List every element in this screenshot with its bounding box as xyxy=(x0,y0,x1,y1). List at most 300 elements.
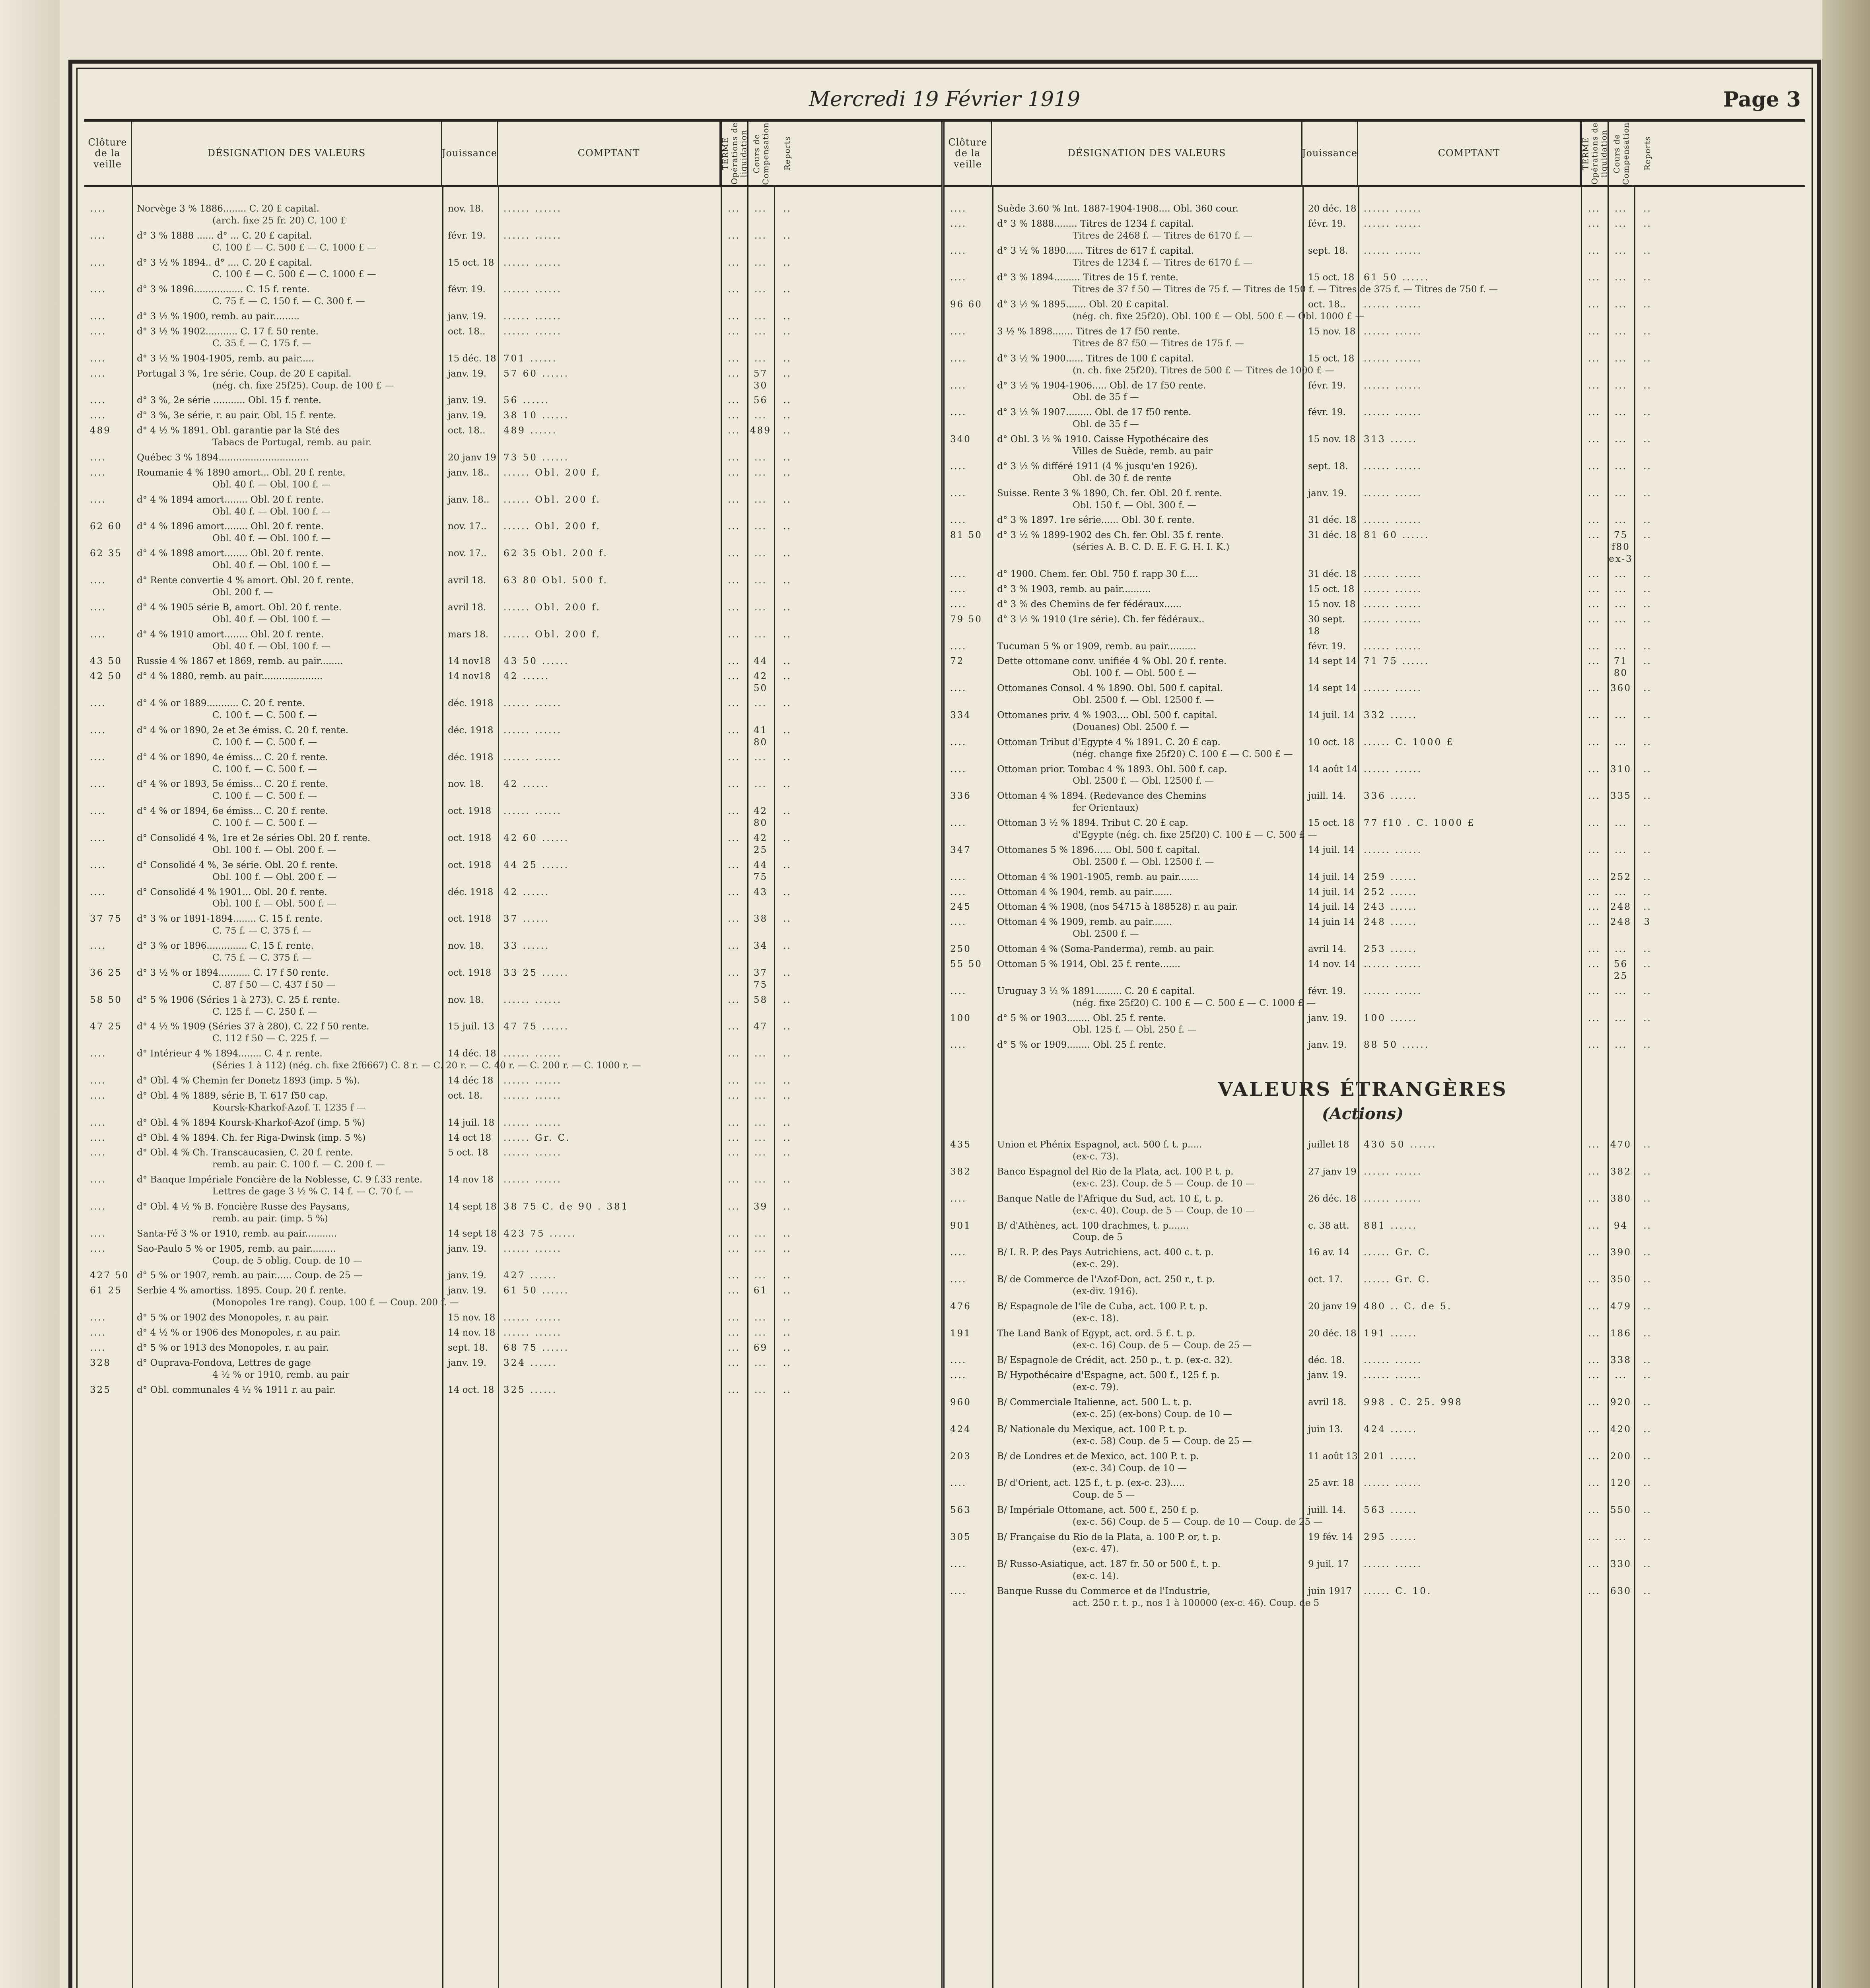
cours-value: 94 xyxy=(1613,1220,1628,1231)
terme-value: ... xyxy=(1588,872,1600,882)
terme-value: ... xyxy=(1588,407,1600,418)
table-row xyxy=(945,218,1805,242)
terme-value: ... xyxy=(1588,488,1600,499)
designation-detail: C. 125 f. — C. 250 f. — xyxy=(212,1006,317,1017)
col-jouissance: Jouissance xyxy=(1302,122,1358,185)
reports-value: .. xyxy=(783,1132,791,1143)
cours-value: ... xyxy=(754,521,767,532)
left-table-body xyxy=(84,187,941,1988)
cloture-value: .... xyxy=(950,407,967,418)
cloture-value: 476 xyxy=(950,1301,971,1312)
table-row xyxy=(84,779,941,802)
designation: d° 3 ½ % 1900, remb. au pair......... xyxy=(137,311,300,322)
cours-value: ... xyxy=(1615,1040,1627,1050)
terme-value: ... xyxy=(1588,818,1600,829)
reports-value: .. xyxy=(783,410,791,421)
table-row xyxy=(84,467,941,491)
cloture-value: 334 xyxy=(950,710,971,720)
table-row xyxy=(945,614,1805,638)
reports-value: .. xyxy=(1643,599,1652,610)
jouissance-value: 16 av. 14 xyxy=(1308,1247,1350,1258)
comptant-value: 68 75 ...... xyxy=(503,1342,570,1353)
designation: Ottoman 4 % 1909, remb. au pair....... Obl. 2500 f. — xyxy=(992,916,1302,940)
reports-value: .. xyxy=(1643,1328,1652,1339)
comptant-value: 324 ...... xyxy=(503,1357,558,1368)
designation: d° Rente convertie 4 % amort. Obl. 20 f. rente. Obl. 200 f. — xyxy=(132,575,442,599)
designation: B/ Espagnole de l'île de Cuba, act. 100 P. t. p. (ex-c. 18). xyxy=(992,1301,1302,1325)
reports-value: .. xyxy=(783,833,791,843)
designation-detail: Obl. 2500 f. — xyxy=(1073,929,1139,940)
jouissance-value: 15 nov. 18 xyxy=(1308,599,1356,610)
designation-detail: remb. au pair. C. 100 f. — C. 200 f. — xyxy=(212,1159,385,1170)
terme-value: ... xyxy=(1588,1220,1600,1231)
designation-detail: (Douanes) Obl. 2500 f. — xyxy=(1073,722,1190,732)
reports-value: .. xyxy=(783,311,791,322)
reports-value: .. xyxy=(1643,1167,1652,1177)
terme-value: ... xyxy=(728,326,740,337)
cloture-value: 305 xyxy=(950,1532,971,1543)
terme-value: ... xyxy=(1588,641,1600,652)
table-row xyxy=(84,326,941,350)
jouissance-value: janv. 19. xyxy=(448,368,487,379)
reports-value: .. xyxy=(1643,1140,1652,1150)
designation: Norvège 3 % 1886........ C. 20 £ capital. (arch. fixe 25 fr. 20) C. 100 £ xyxy=(132,203,442,227)
jouissance-value: déc. 1918 xyxy=(448,887,494,897)
comptant-value: 47 75 ...... xyxy=(503,1021,570,1032)
jouissance-value: oct. 1918 xyxy=(448,860,492,870)
comptant-value: ...... ...... xyxy=(1364,614,1423,625)
designation: d° 4 % or 1894, 6e émiss... C. 20 f. rente. C. 100 f. — C. 500 f. — xyxy=(132,806,442,829)
cours-value: ... xyxy=(754,575,767,586)
cloture-value: .... xyxy=(90,257,107,268)
reports-value: .. xyxy=(1643,204,1652,214)
comptant-value: ...... ...... xyxy=(503,1147,562,1158)
table-row xyxy=(84,1132,941,1144)
designation: d° 5 % or 1909........ Obl. 25 f. rente. xyxy=(997,1040,1166,1050)
designation: Serbie 4 % amortiss. 1895. Coup. 20 f. rente. (Monopoles 1re rang). Coup. 100 f. — Coup. 200 f. — xyxy=(132,1285,442,1309)
reports-value: .. xyxy=(1643,1247,1652,1258)
terme-value: ... xyxy=(728,230,740,241)
table-row xyxy=(945,1586,1805,1609)
table-row xyxy=(84,1357,941,1381)
jouissance-value: 14 sept 14 xyxy=(1308,656,1357,667)
reports-value: .. xyxy=(783,656,791,667)
table-row xyxy=(945,461,1805,485)
designation-detail: C. 100 f. — C. 500 f. — xyxy=(212,710,317,720)
jouissance-value: févr. 19. xyxy=(1308,380,1346,391)
designation: d° 3 %, 3e série, r. au pair. Obl. 15 f. rente. xyxy=(137,410,336,421)
terme-value: ... xyxy=(1588,1451,1600,1462)
designation-detail: C. 75 f. — C. 375 f. — xyxy=(212,952,311,963)
comptant-value: ...... ...... xyxy=(503,752,562,763)
designation: d° Obl. 3 ½ % 1910. Caisse Hypothécaire des Villes de Suède, remb. au pair xyxy=(992,434,1302,458)
terme-value: ... xyxy=(1588,1274,1600,1285)
table-row xyxy=(84,698,941,722)
terme-value: ... xyxy=(728,779,740,790)
jouissance-value: juill. 14. xyxy=(1308,1505,1346,1516)
terme-value: ... xyxy=(1588,299,1600,310)
designation-detail: Obl. 40 f. — Obl. 100 f. — xyxy=(212,560,330,571)
cours-value: ... xyxy=(754,1228,767,1239)
designation-detail: C. 87 f 50 — C. 437 f 50 — xyxy=(212,979,335,990)
cours-value: ... xyxy=(1615,614,1627,625)
cours-value: ... xyxy=(754,467,767,478)
jouissance-value: 15 nov. 18 xyxy=(1308,434,1356,445)
jouissance-value: déc. 1918 xyxy=(448,725,494,736)
table-row xyxy=(945,488,1805,512)
jouissance-value: 20 déc. 18 xyxy=(1308,1328,1357,1339)
table-row xyxy=(945,683,1805,707)
designation: d° Obl. 4 % Ch. Transcaucasien, C. 20 f. rente. remb. au pair. C. 100 f. — C. 200 f. — xyxy=(132,1147,442,1171)
table-row xyxy=(84,452,941,464)
designation-detail: C. 100 £ — C. 500 £ — C. 1000 £ — xyxy=(212,269,376,280)
jouissance-value: déc. 1918 xyxy=(448,698,494,709)
reports-value: .. xyxy=(783,725,791,736)
designation-detail: Titres de 37 f 50 — Titres de 75 f. — Titres de 150 f. — Titres de 375 f. — Titres de 750 f. — xyxy=(1073,284,1498,295)
designation: d° 3 % or 1891-1894........ C. 15 f. rente. C. 75 f. — C. 375 f. — xyxy=(132,913,442,937)
jouissance-value: 14 sept 14 xyxy=(1308,683,1357,694)
cours-value: ... xyxy=(1615,245,1627,256)
terme-value: ... xyxy=(1588,614,1600,625)
comptant-value: 61 50 ...... xyxy=(1364,272,1430,283)
comptant-value: 325 ...... xyxy=(503,1384,558,1395)
terme-value: ... xyxy=(728,806,740,817)
reports-value: .. xyxy=(1643,353,1652,364)
jouissance-value: 14 déc. 18 xyxy=(448,1048,496,1059)
comptant-value: ...... ...... xyxy=(1364,986,1423,996)
comptant-value: 332 ...... xyxy=(1364,710,1418,720)
jouissance-value: oct. 1918 xyxy=(448,914,492,924)
comptant-value: ...... ...... xyxy=(503,230,562,241)
terme-value: ... xyxy=(1588,791,1600,802)
designation-detail: Titres de 1234 f. — Titres de 6170 f. — xyxy=(1073,257,1253,268)
cloture-value: .... xyxy=(90,1132,107,1143)
designation-detail: C. 100 f. — C. 500 f. — xyxy=(212,818,317,829)
comptant-value: 33 25 ...... xyxy=(503,967,570,978)
reports-value: .. xyxy=(1643,887,1652,897)
col-terme: TERME Opérations de liquidation xyxy=(1580,122,1609,185)
table-row xyxy=(945,764,1805,788)
jouissance-value: nov. 18. xyxy=(448,994,484,1005)
terme-value: ... xyxy=(1588,1328,1600,1339)
table-row xyxy=(84,1243,941,1267)
jouissance-value: 11 août 13 xyxy=(1308,1451,1358,1462)
jouissance-value: 31 déc. 18 xyxy=(1308,530,1357,541)
cloture-value: .... xyxy=(90,602,107,613)
jouissance-value: 14 juin 14 xyxy=(1308,917,1355,928)
cloture-value: .... xyxy=(90,806,107,817)
designation: Russie 4 % 1867 et 1869, remb. au pair........ xyxy=(137,656,343,667)
cloture-value: .... xyxy=(90,698,107,709)
cours-value: ... xyxy=(1615,599,1627,610)
table-row xyxy=(945,1397,1805,1421)
comptant-value: ...... ...... xyxy=(1364,353,1423,364)
reports-value: .. xyxy=(1643,1505,1652,1516)
col-cours: Cours de Compensation xyxy=(1608,122,1634,185)
terme-value: ... xyxy=(728,1342,740,1353)
comptant-value: ...... ...... xyxy=(1364,959,1423,969)
comptant-value: ...... ...... xyxy=(1364,1559,1423,1569)
cloture-value: .... xyxy=(950,515,967,526)
cloture-value: .... xyxy=(90,311,107,322)
reports-value: .. xyxy=(1643,488,1652,499)
terme-value: ... xyxy=(728,1384,740,1395)
terme-value: ... xyxy=(1588,1301,1600,1312)
designation: d° Obl. 4 % 1889, série B, T. 617 f50 cap. Koursk-Kharkof-Azof. T. 1235 f — xyxy=(132,1090,442,1114)
cours-value: 550 xyxy=(1610,1505,1631,1516)
reports-value: .. xyxy=(783,395,791,406)
reports-value: .. xyxy=(1643,584,1652,594)
cloture-value: .... xyxy=(90,395,107,406)
designation-detail: remb. au pair. (imp. 5 %) xyxy=(212,1213,328,1224)
jouissance-value: 15 oct. 18 xyxy=(1308,818,1355,829)
comptant-value: 33 ...... xyxy=(503,941,550,951)
table-row xyxy=(945,737,1805,761)
cloture-value: .... xyxy=(950,218,967,229)
cours-value: ... xyxy=(754,779,767,790)
designation: d° 3 ½ % 1894.. d° .... C. 20 £ capital. C. 100 £ — C. 500 £ — C. 1000 £ — xyxy=(132,257,442,281)
table-row xyxy=(945,1370,1805,1394)
cloture-value: .... xyxy=(90,1175,107,1185)
terme-value: ... xyxy=(1588,434,1600,445)
comptant-value: ...... ...... xyxy=(1364,845,1423,855)
comptant-value: ...... ...... xyxy=(1364,1370,1423,1381)
table-row xyxy=(84,629,941,653)
jouissance-value: janv. 18.. xyxy=(448,494,490,505)
jouissance-value: févr. 19. xyxy=(448,230,486,241)
comptant-value: 201 ...... xyxy=(1364,1451,1418,1462)
table-row xyxy=(945,1505,1805,1528)
table-row xyxy=(945,353,1805,377)
jouissance-value: sept. 18. xyxy=(448,1342,488,1353)
comptant-value: ...... ...... xyxy=(503,257,562,268)
cours-value: 248 xyxy=(1610,902,1631,912)
reports-value: .. xyxy=(783,204,791,214)
terme-value: ... xyxy=(728,425,740,436)
cloture-value: 58 50 xyxy=(90,994,122,1005)
cloture-value: .... xyxy=(950,380,967,391)
designation: Suisse. Rente 3 % 1890, Ch. fer. Obl. 20 f. rente. Obl. 150 f. — Obl. 300 f. — xyxy=(992,488,1302,512)
jouissance-value: févr. 19. xyxy=(1308,986,1346,996)
designation-detail: C. 35 f. — C. 175 f. — xyxy=(212,338,311,349)
cloture-value: 43 50 xyxy=(90,656,122,667)
comptant-value: 998 . C. 25. 998 xyxy=(1364,1397,1463,1408)
comptant-value: 423 75 ...... xyxy=(503,1228,577,1239)
cloture-value: .... xyxy=(90,833,107,843)
table-row xyxy=(945,1477,1805,1501)
comptant-value: ...... ...... xyxy=(1364,764,1423,775)
cours-value: 44 xyxy=(753,656,768,667)
comptant-value: ...... ...... xyxy=(503,1076,562,1086)
terme-value: ... xyxy=(1588,1532,1600,1543)
table-row xyxy=(84,1228,941,1240)
cours-value: ... xyxy=(1615,488,1627,499)
table-row xyxy=(945,1013,1805,1037)
terme-value: ... xyxy=(728,1076,740,1086)
comptant-value: 295 ...... xyxy=(1364,1532,1418,1543)
designation: Tucuman 5 % or 1909, remb. au pair.......... xyxy=(997,641,1196,652)
terme-value: ... xyxy=(728,1285,740,1296)
cours-value: 120 xyxy=(1610,1478,1631,1489)
cloture-value: 250 xyxy=(950,944,971,955)
designation: d° 4 ½ % 1909 (Séries 37 à 280). C. 22 f 50 rente. C. 112 f 50 — C. 225 f. — xyxy=(132,1021,442,1045)
cours-value: ... xyxy=(1615,641,1627,652)
designation-detail: C. 100 £ — C. 500 £ — C. 1000 £ — xyxy=(212,242,376,253)
cloture-value: .... xyxy=(950,641,967,652)
comptant-value: 336 ...... xyxy=(1364,791,1418,802)
table-header xyxy=(84,122,941,187)
reports-value: .. xyxy=(1643,791,1652,802)
table-row xyxy=(945,584,1805,596)
designation: d° 3 ½ % 1910 (1re série). Ch. fer fédéraux.. xyxy=(997,614,1205,625)
reports-value: .. xyxy=(783,1048,791,1059)
designation-detail: Obl. de 35 f — xyxy=(1073,419,1139,430)
designation: B/ de Londres et de Mexico, act. 100 P. t. p. (ex-c. 34) Coup. de 10 — xyxy=(992,1451,1302,1475)
comptant-value: ...... ...... xyxy=(503,1243,562,1254)
col-cloture: Clôture de la veille xyxy=(945,122,992,185)
cours-value: ... xyxy=(754,353,767,364)
col-designation: DÉSIGNATION DES VALEURS xyxy=(992,122,1302,185)
cours-value: 252 xyxy=(1610,872,1631,882)
cours-value: 75 f80 ex-3 xyxy=(1609,530,1633,565)
comptant-value: 77 f10 . C. 1000 £ xyxy=(1364,818,1475,829)
terme-value: ... xyxy=(728,575,740,586)
terme-value: ... xyxy=(728,860,740,870)
jouissance-value: mars 18. xyxy=(448,629,489,640)
designation-detail: Obl. de 30 f. de rente xyxy=(1073,473,1172,483)
reports-value: .. xyxy=(1643,872,1652,882)
cloture-value: 62 35 xyxy=(90,548,122,559)
jouissance-value: 14 oct 18 xyxy=(448,1132,492,1143)
comptant-value: 63 80 Obl. 500 f. xyxy=(503,575,608,586)
terme-value: ... xyxy=(1588,1040,1600,1050)
cloture-value: .... xyxy=(950,584,967,594)
table-row xyxy=(84,395,941,407)
cours-value: ... xyxy=(754,1384,767,1395)
reports-value: .. xyxy=(1643,656,1652,667)
table-row xyxy=(945,1301,1805,1325)
table-row xyxy=(945,203,1805,215)
cours-value: 57 30 xyxy=(753,368,768,391)
designation-detail: Obl. 40 f. — Obl. 100 f. — xyxy=(212,533,330,544)
cloture-value: .... xyxy=(90,230,107,241)
comptant-value: ...... ...... xyxy=(503,1117,562,1128)
table-row xyxy=(84,548,941,572)
designation-detail: Obl. 100 f. — Obl. 200 f. — xyxy=(212,845,336,855)
cloture-value: .... xyxy=(90,284,107,295)
reports-value: .. xyxy=(1643,959,1652,969)
cloture-value: 36 25 xyxy=(90,967,122,978)
reports-value: .. xyxy=(1643,1397,1652,1408)
comptant-value: ...... ...... xyxy=(1364,1167,1423,1177)
comptant-value: ...... ...... xyxy=(1364,380,1423,391)
designation: d° 3 % or 1896.............. C. 15 f. rente. C. 75 f. — C. 375 f. — xyxy=(132,940,442,964)
reports-value: .. xyxy=(783,1076,791,1086)
cours-value: ... xyxy=(1615,818,1627,829)
page-header xyxy=(72,87,1817,115)
reports-value: .. xyxy=(783,860,791,870)
cours-value: ... xyxy=(1615,569,1627,580)
reports-value: .. xyxy=(783,941,791,951)
table-row xyxy=(945,1559,1805,1582)
cloture-value: .... xyxy=(950,488,967,499)
cloture-value: .... xyxy=(950,353,967,364)
jouissance-value: févr. 19. xyxy=(1308,641,1346,652)
terme-value: ... xyxy=(728,887,740,897)
cloture-value: .... xyxy=(950,1274,967,1285)
jouissance-value: nov. 18. xyxy=(448,204,484,214)
cloture-value: .... xyxy=(90,467,107,478)
reports-value: .. xyxy=(1643,218,1652,229)
table-row xyxy=(84,521,941,545)
comptant-value: ...... Obl. 200 f. xyxy=(503,521,601,532)
cloture-value: .... xyxy=(90,1048,107,1059)
table-row xyxy=(945,1193,1805,1217)
designation-detail: C. 75 f. — C. 150 f. — C. 300 f. — xyxy=(212,296,365,307)
designation: d° 3 ½ % 1895....... Obl. 20 £ capital. (nég. ch. fixe 25f20). Obl. 100 £ — Obl. 500 £ — Obl. 1000 £ — xyxy=(992,299,1302,323)
table-row xyxy=(84,230,941,254)
table-row xyxy=(945,299,1805,323)
comptant-value: 42 ...... xyxy=(503,779,550,790)
cours-value: 338 xyxy=(1610,1355,1631,1366)
cloture-value: .... xyxy=(90,204,107,214)
reports-value: .. xyxy=(783,1243,791,1254)
jouissance-value: 15 oct. 18 xyxy=(1308,353,1355,364)
reports-value: .. xyxy=(783,1270,791,1281)
designation-detail: Koursk-Kharkof-Azof. T. 1235 f — xyxy=(212,1102,366,1113)
designation: Ottoman 4 % 1908, (nos 54715 à 188528) r. au pair. xyxy=(997,902,1238,912)
designation: Ottoman 4 % (Soma-Panderma), remb. au pair. xyxy=(997,944,1215,955)
table-row xyxy=(84,1117,941,1129)
col-cloture: Clôture de la veille xyxy=(84,122,132,185)
jouissance-value: janv. 19. xyxy=(448,311,487,322)
designation-detail: (ex-c. 25) (ex-bons) Coup. de 10 — xyxy=(1073,1409,1232,1420)
reports-value: .. xyxy=(783,914,791,924)
designation: B/ d'Orient, act. 125 f., t. p. (ex-c. 23)..... Coup. de 5 — xyxy=(992,1477,1302,1501)
reports-value: .. xyxy=(1643,764,1652,775)
cours-value: 382 xyxy=(1610,1167,1631,1177)
designation-detail: (nég. ch. fixe 25f25). Coup. de 100 £ — xyxy=(212,380,394,391)
table-row xyxy=(945,887,1805,899)
cloture-value: .... xyxy=(950,1247,967,1258)
cloture-value: 72 xyxy=(950,656,964,667)
reports-value: .. xyxy=(1643,569,1652,580)
reports-value: .. xyxy=(783,1285,791,1296)
cours-value: 360 xyxy=(1610,683,1631,694)
designation: d° 3 ½ % 1907......... Obl. de 17 f50 rente. Obl. de 35 f — xyxy=(992,407,1302,431)
cloture-value: 427 50 xyxy=(90,1270,129,1281)
cours-value: ... xyxy=(754,1132,767,1143)
terme-value: ... xyxy=(1588,764,1600,775)
cloture-value: .... xyxy=(90,575,107,586)
reports-value: .. xyxy=(1643,1478,1652,1489)
cloture-value: .... xyxy=(950,818,967,829)
designation: B/ Française du Rio de la Plata, a. 100 P. or, t. p. (ex-c. 47). xyxy=(992,1532,1302,1555)
col-comptant: COMPTANT xyxy=(1358,122,1581,185)
jouissance-value: oct. 18.. xyxy=(448,425,486,436)
comptant-value: 42 ...... xyxy=(503,671,550,682)
designation: Ottoman 3 ½ % 1894. Tribut C. 20 £ cap. d'Egypte (nég. ch. fixe 25f20) C. 100 £ — C. 500 £ — xyxy=(992,817,1302,841)
reports-value: .. xyxy=(783,698,791,709)
cours-value: ... xyxy=(754,1270,767,1281)
jouissance-value: janv. 19. xyxy=(448,1270,487,1281)
reports-value: .. xyxy=(783,1175,791,1185)
designation: d° 3 % des Chemins de fer fédéraux...... xyxy=(997,599,1182,610)
designation: d° 3 ½ % différé 1911 (4 % jusqu'en 1926). Obl. de 30 f. de rente xyxy=(992,461,1302,485)
cours-value: ... xyxy=(754,494,767,505)
designation-detail: (ex-c. 73). xyxy=(1073,1151,1119,1162)
reports-value: .. xyxy=(1643,737,1652,747)
